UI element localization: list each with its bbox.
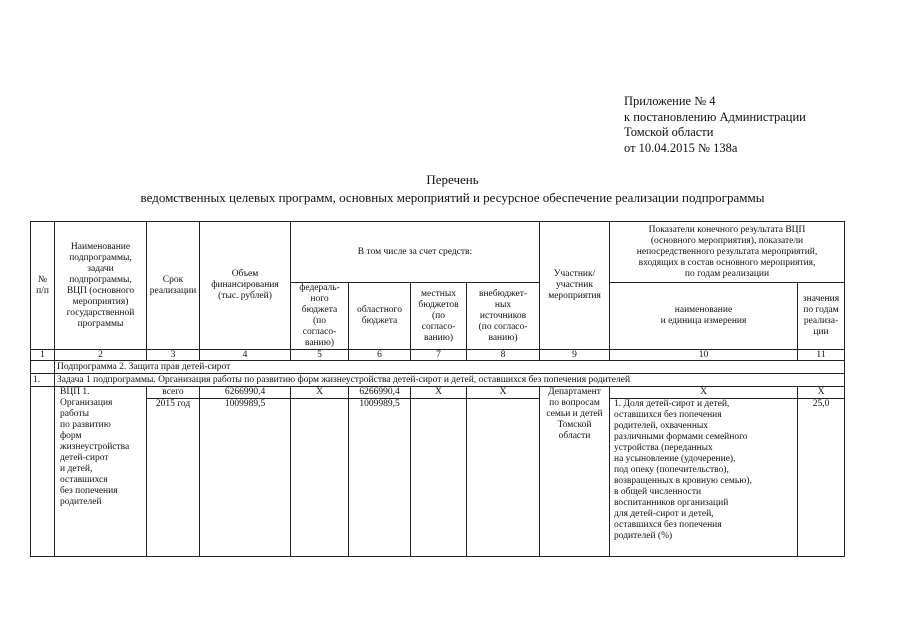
appendix-line: от 10.04.2015 № 138а (624, 140, 738, 155)
indicator-line: под опеку (попечительство), (614, 465, 729, 475)
indicator-line: оставшихся без попечения (614, 520, 722, 530)
vcp-name-line: оставшихся (60, 475, 108, 485)
appendix-block (624, 94, 806, 156)
header-text: ных (494, 299, 512, 310)
column-number: 9 (540, 350, 610, 361)
header-text: подпрограммы, (69, 274, 132, 285)
vcp-name-line: форм (60, 431, 82, 441)
vcp-value-header: X (798, 387, 845, 399)
vcp-year-row (31, 399, 845, 557)
vcp-name-line: по развитию (60, 420, 111, 430)
vcp-total-cell: 1009989,5 (200, 399, 291, 557)
vcp-regional-cell: 1009989,5 (349, 399, 411, 557)
header-text: реализации (149, 285, 197, 296)
header-text: п/п (36, 285, 49, 296)
header-text: ного (310, 294, 329, 304)
header-text: мероприятия) (72, 296, 129, 307)
header-text: по годам реализации (684, 268, 770, 279)
header-text: (основного мероприятия), показатели (650, 235, 804, 246)
column-number: 7 (411, 350, 467, 361)
header-text: реализа- (803, 316, 839, 326)
vcp-num (31, 387, 55, 557)
header-text: Наименование (70, 241, 131, 252)
vcp-federal-cell: X (291, 387, 349, 399)
header-name (55, 222, 147, 350)
header-text: и единица измерения (660, 316, 747, 326)
header-text: ванию) (488, 332, 518, 343)
indicator-line: 1. Доля детей-сирот и детей, (614, 399, 730, 409)
header-text: бюджета (361, 316, 398, 326)
header-sources-group: В том числе за счет средств: (291, 222, 540, 283)
vcp-name-line: ВЦП 1. (60, 387, 90, 397)
vcp-local-cell (411, 399, 467, 557)
appendix-line: к постановлению Администрации (624, 109, 806, 124)
header-text: мероприятия (548, 291, 601, 301)
column-number: 4 (200, 350, 291, 361)
vcp-name (55, 387, 147, 557)
indicator-line: для детей-сирот и детей, (614, 509, 714, 519)
header-text: (по (313, 316, 326, 326)
header-text: согласо- (421, 321, 456, 332)
vcp-name-line: без попечения (60, 486, 118, 496)
subprogram-row (31, 361, 845, 374)
header-text: № (37, 274, 48, 285)
participant-line: Департамент (548, 387, 601, 397)
indicator-line: родителей, охваченных (614, 421, 709, 431)
document-subtitle: ведомственных целевых программ, основных мероприятий и ресурсное обеспечение реализации подпрограммы (140, 190, 765, 205)
header-text: ванию) (423, 332, 453, 343)
header-text: Участник/ (553, 269, 596, 279)
task-row (31, 374, 845, 387)
vcp-name-line: родителей (60, 497, 102, 507)
subprogram-title: Подпрограмма 2. Защита прав детей-сирот (55, 361, 845, 374)
task-title: Задача 1 подпрограммы. Организация работы по развитию форм жизнеустройства детей-сирот и детей, оставшихся без попечения родителей (55, 374, 845, 387)
header-indicator-values (798, 283, 845, 350)
indicator-line: оставшихся без попечения (614, 410, 722, 420)
column-number: 8 (467, 350, 540, 361)
indicator-line: воспитанников организаций (614, 498, 729, 508)
header-text: местных (420, 288, 457, 299)
header-text: непосредственного результата мероприятий, (636, 246, 818, 257)
participant-line: области (558, 431, 591, 441)
indicator-line: в общей численности (614, 487, 702, 497)
header-text: подпрограммы, (69, 252, 132, 263)
column-number: 5 (291, 350, 349, 361)
header-text: ции (813, 327, 829, 337)
appendix-line: Томской области (624, 125, 714, 139)
header-text: наименование (674, 305, 733, 315)
header-num (31, 222, 55, 350)
header-indicators-group (610, 222, 845, 283)
header-text: значения (802, 294, 840, 304)
header-text: внебюджет- (478, 288, 528, 299)
vcp-federal-cell (291, 399, 349, 557)
header-text: участник (556, 280, 593, 290)
header-text: (по согласо- (478, 321, 528, 332)
vcp-name-line: детей-сирот (60, 453, 109, 463)
header-participant (540, 222, 610, 350)
column-number-row (31, 350, 845, 361)
vcp-period-cell: всего (147, 387, 200, 399)
header-federal (291, 283, 349, 350)
vcp-value: 25,0 (798, 399, 845, 557)
column-number: 1 (31, 350, 55, 361)
header-text: государственной (66, 307, 135, 318)
indicator-line: возвращенных в кровную семью), (614, 476, 752, 486)
header-indicator-name (610, 283, 798, 350)
vcp-participant (540, 387, 610, 557)
vcp-extrabudget-cell (467, 399, 540, 557)
header-text: федераль- (299, 283, 340, 293)
column-number: 11 (798, 350, 845, 361)
participant-line: семьи и детей (546, 409, 603, 419)
column-number: 2 (55, 350, 147, 361)
header-text: по годам (803, 305, 839, 315)
header-text: Объем (231, 269, 259, 279)
header-text: бюджетов (418, 299, 459, 310)
column-number: 6 (349, 350, 411, 361)
subprogram-num (31, 361, 55, 374)
header-text: финансирования (211, 280, 279, 290)
task-num: 1. (31, 374, 55, 387)
header-text: согласо- (302, 327, 337, 337)
header-text: источников (479, 310, 527, 321)
header-text: ванию) (304, 338, 334, 348)
participant-line: Томской (557, 420, 592, 430)
vcp-name-line: жизнеустройства (60, 442, 130, 452)
vcp-total-cell: 6266990,4 (200, 387, 291, 399)
vcp-extrabudget-cell: X (467, 387, 540, 399)
column-number: 3 (147, 350, 200, 361)
header-text: областного (357, 305, 402, 315)
header-period (147, 222, 200, 350)
vcp-period-cell: 2015 год (147, 399, 200, 557)
indicator-line: различными формами семейного (614, 432, 748, 442)
vcp-indicator (610, 399, 798, 557)
vcp-regional-cell: 6266990,4 (349, 387, 411, 399)
indicator-line: на усыновление (удочерение), (614, 454, 736, 464)
header-text: Срок (162, 274, 184, 285)
header-text: Показатели конечного результата ВЦП (648, 224, 806, 235)
header-local (411, 283, 467, 350)
column-number: 10 (610, 350, 798, 361)
header-text: (по (432, 310, 445, 321)
header-text: ВЦП (основного (66, 285, 135, 296)
header-text: (тыс. рублей) (218, 291, 272, 301)
vcp-name-line: и детей, (60, 464, 93, 474)
document-title: Перечень (426, 172, 479, 187)
header-extrabudget (467, 283, 540, 350)
vcp-name-line: работы (60, 409, 89, 419)
header-text: программы (77, 318, 124, 329)
vcp-local-cell: X (411, 387, 467, 399)
vcp-total-row (31, 387, 845, 399)
indicator-line: родителей (%) (614, 531, 673, 541)
header-regional (349, 283, 411, 350)
participant-line: по вопросам (549, 398, 600, 408)
vcp-name-line: Организация (60, 398, 113, 408)
vcp-indicator-header: X (610, 387, 798, 399)
indicator-line: устройства (переданных (614, 443, 713, 453)
header-text: задачи (87, 263, 114, 274)
header-total (200, 222, 291, 350)
header-text: входящих в состав основного мероприятия, (638, 257, 816, 268)
header-row (31, 222, 845, 283)
header-text: бюджета (301, 305, 338, 315)
appendix-line: Приложение № 4 (624, 94, 716, 108)
program-table (30, 221, 845, 557)
